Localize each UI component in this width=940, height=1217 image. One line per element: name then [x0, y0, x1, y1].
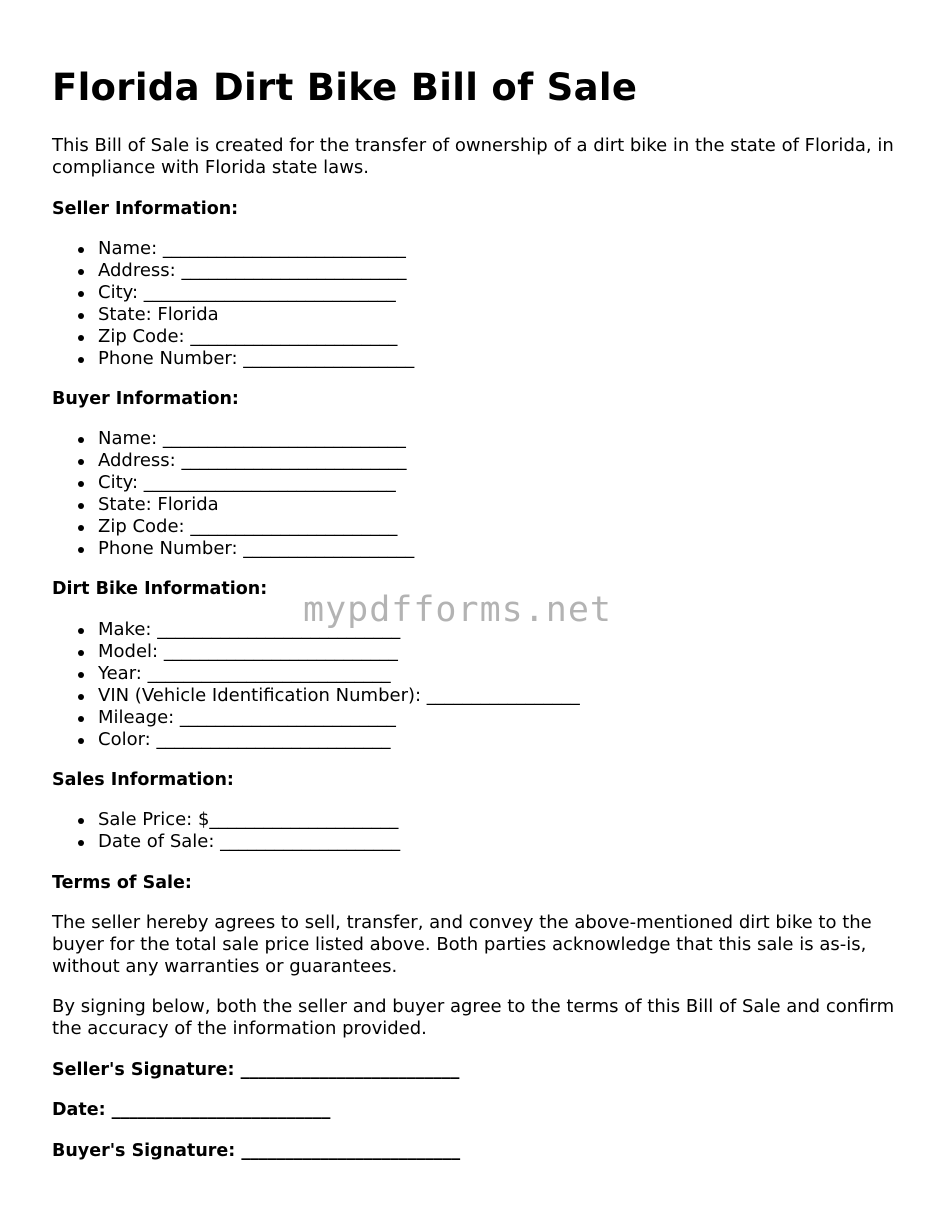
seller-state-field: State: Florida: [52, 304, 414, 326]
bullet-icon: [78, 525, 84, 531]
bullet-icon: [78, 459, 84, 465]
bullet-icon: [78, 672, 84, 678]
terms-paragraph: The seller hereby agrees to sell, transfer, and convey the above-mentioned dirt bike to the buyer for the total sale price listed above. Both parties acknowledge that this sale is as-is, without any warranties or guarantees.: [52, 912, 872, 977]
bullet-icon: [78, 357, 84, 363]
date-field[interactable]: Date: _________________________: [52, 1100, 331, 1120]
sales-heading: Sales Information:: [52, 770, 234, 790]
bike-heading: Dirt Bike Information:: [52, 579, 268, 599]
bike-make-field[interactable]: Make: ___________________________: [52, 619, 580, 641]
bike-model-field[interactable]: Model: __________________________: [52, 641, 580, 663]
bullet-icon: [78, 313, 84, 319]
bullet-icon: [78, 738, 84, 744]
bullet-icon: [78, 437, 84, 443]
buyer-heading: Buyer Information:: [52, 389, 239, 409]
buyer-phone-field[interactable]: Phone Number: ___________________: [52, 538, 414, 560]
terms-heading: Terms of Sale:: [52, 873, 192, 893]
bike-mileage-field[interactable]: Mileage: ________________________: [52, 707, 580, 729]
buyer-city-field[interactable]: City: ____________________________: [52, 472, 414, 494]
seller-heading: Seller Information:: [52, 199, 239, 219]
buyer-zip-field[interactable]: Zip Code: _______________________: [52, 516, 414, 538]
bike-year-field[interactable]: Year: ___________________________: [52, 663, 580, 685]
buyer-signature-field[interactable]: Buyer's Signature: _________________________: [52, 1141, 461, 1161]
seller-phone-field[interactable]: Phone Number: ___________________: [52, 348, 414, 370]
bike-color-field[interactable]: Color: __________________________: [52, 729, 580, 751]
buyer-state-field: State: Florida: [52, 494, 414, 516]
bullet-icon: [78, 547, 84, 553]
bullet-icon: [78, 269, 84, 275]
bullet-icon: [78, 840, 84, 846]
buyer-name-field[interactable]: Name: ___________________________: [52, 428, 414, 450]
seller-list: [52, 238, 414, 370]
buyer-address-field[interactable]: Address: _________________________: [52, 450, 414, 472]
bullet-icon: [78, 247, 84, 253]
bullet-icon: [78, 818, 84, 824]
sale-date-field[interactable]: Date of Sale: ____________________: [52, 831, 400, 853]
seller-city-field[interactable]: City: ____________________________: [52, 282, 414, 304]
bullet-icon: [78, 481, 84, 487]
agreement-paragraph: By signing below, both the seller and buyer agree to the terms of this Bill of Sale and confirm the accuracy of the information provided.: [52, 996, 895, 1039]
bullet-icon: [78, 335, 84, 341]
seller-name-field[interactable]: Name: ___________________________: [52, 238, 414, 260]
sale-price-field[interactable]: Sale Price: $_____________________: [52, 809, 400, 831]
seller-address-field[interactable]: Address: _________________________: [52, 260, 414, 282]
bullet-icon: [78, 503, 84, 509]
bike-vin-field[interactable]: VIN (Vehicle Identification Number): _________________: [52, 685, 580, 707]
buyer-list: [52, 428, 414, 560]
seller-signature-field[interactable]: Seller's Signature: _________________________: [52, 1060, 460, 1080]
bullet-icon: [78, 650, 84, 656]
document-title: Florida Dirt Bike Bill of Sale: [52, 66, 638, 109]
intro-paragraph: This Bill of Sale is created for the transfer of ownership of a dirt bike in the state of Florida, in compliance with Florida state laws.: [52, 135, 894, 178]
bullet-icon: [78, 716, 84, 722]
bullet-icon: [78, 291, 84, 297]
seller-zip-field[interactable]: Zip Code: _______________________: [52, 326, 414, 348]
bullet-icon: [78, 628, 84, 634]
bullet-icon: [78, 694, 84, 700]
watermark: mypdfforms.net: [303, 590, 613, 630]
sales-list: [52, 809, 400, 853]
bike-list: [52, 619, 580, 751]
